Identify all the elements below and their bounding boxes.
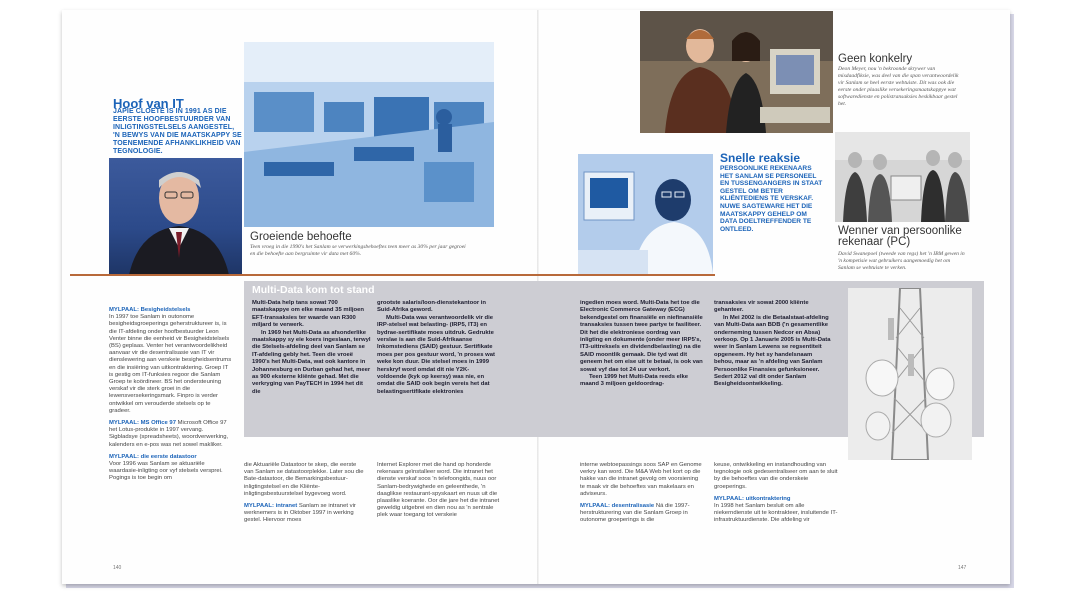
- konkelry-text: Deon Meyer, nou 'n bekroonde skrywer van misdaadfiksie, was deel van die span verantwoordelik vir Sanlam se heel eerste webtuiste. Dit was ook die eerste onder plaaslike versekeringsmaatskappye wat softwaredienste en polistransaksies beskikbaar gestel het.: [838, 66, 959, 107]
- multidata-col4b: In Mei 2002 is die Betaalstaat-afdeling van Multi-Data aan BDB ('n gesamentlike onderneming tussen Nedcor en Absa) verkoop. Op 1 Januarie 2005 is Multi-Data weer in Sanlam Lewens se regsentiteit opgeneem. Hy het sy handelsnaam behou, maar as 'n afdeling van Sanlam Persoonlike Finansies gefunksioneer. Sedert 2012 val dit onder Sanlam Besigheidsontwikkeling.: [714, 314, 831, 388]
- multidata-col1b: In 1969 het Multi-Data as afsonderlike maatskappy sy eie koers ingeslaan, terwyl die Stelsels-afdeling deel van Sanlam se IT-afdeling gebly het. Teen die vroeë 1990's het Multi-Data, wat ook kantore in Johannesburg en Durban gehad het, meer as 900 eksterne kliënte gehad. Met die verkryging van PayTECH in 1994 het dit die: [252, 329, 371, 395]
- wenner-text: David Swanepoel (tweede van regs) het 'n IBM gewen in 'n kompetisie wat gebruikers aangemoedig het om Sanlam se webtuiste te verken.: [838, 251, 965, 271]
- wenner-photo: [835, 132, 970, 222]
- computer-room-photo: [244, 42, 494, 227]
- bottom-c2b: Sanlam se intranet vir werknemers is in Oktober 1997 in werking gestel. Hiervoor moes: [244, 503, 356, 524]
- team-photo: [640, 11, 833, 133]
- m2-text: Microsoft Office 97 het Lotus-produkte in 1997 vervang. Sigbladsye (spreadsheets), woordverwerking, kalenders en e-pos was net sowel makliker.: [109, 420, 229, 448]
- bottom-c5a: keuse, ontwikkeling en instandhouding van tegnologie ook gedesentraliseer om aan te sluit by die behoeftes van die onderskeie groeperings.: [714, 462, 838, 490]
- bottom-c4-head: MYLPAAL: desentralisasie: [580, 503, 655, 510]
- bottom-col5: [714, 462, 838, 525]
- m2-head: MYLPAAL: MS Office 97: [109, 420, 176, 427]
- m3-head: MYLPAAL: die eerste datastoor: [109, 453, 197, 460]
- snelle-photo: [578, 154, 713, 274]
- multidata-col2b: Multi-Data was verantwoordelik vir die IRP-stelsel wat belasting- (IRP5, IT3) en bydrae-sertifikate moes uitdruk. Gedrukte verslae is aan die Suid-Afrikaanse Inkomstediens (SAID) gestuur. Sertifikate moes per pos gestuur word, 'n proses wat weke kon duur. Die stelsel moes in 1999 herskryf word omdat dit nie Y2K-voldoende (kyk op keersy) was nie, en omdat die SAID ook begin vereis het dat belastingsertifikate elektronies: [377, 314, 495, 395]
- m1-text: In 1997 toe Sanlam in outonome besigheidsgroeperings geherstruktureer is, is die IT-afdeling onder hoofbestuurder Leon Venter binne die eenheid vir Besigheidstelsels (BS) geplaas. Venter het verantwoordelikheid aanvaar vir die desentralisasie van IT vir dienslewering aan verskeie besigheidsentrums en die insiëring van uitkontraktering. Groep IT is gestig om IT-funksies regoor die Sanlam Groep te koördineer. BS het ondersteuning verskaf vir die sterk groei in die lewensversekeringsmark. Finpro is verder ontwikkel om verouderde stelsels op te gradeer.: [109, 314, 232, 414]
- groeiende-title: Groeiende behoefte: [250, 231, 352, 243]
- bottom-c2-head: MYLPAAL: intranet: [244, 503, 298, 510]
- bottom-c2a: die Aktuariële Datastoor te skep, die eerste van Sanlam se datastoorplekke. Later sou die Bate-datastoor, die Bemarkingsbestuur-inligtingstelsel en die Kliënte-inligtingsbestuurstelsel bygevoeg word.: [244, 462, 364, 497]
- section-rule: [70, 274, 715, 276]
- tower-photo: [848, 288, 972, 460]
- multidata-col3b: Teen 1999 het Multi-Data reeds elke maand 3 miljoen geldoordrag-: [580, 374, 689, 388]
- multidata-title: Multi-Data kom tot stand: [252, 284, 375, 296]
- multidata-col3a: ingedien moes word. Multi-Data het toe die Electronic Commerce Gateway (ECG) bekendgestel om finansiële en niefinansiële transaksies tussen twee partye te fasiliteer. Dit het die elektroniese oordrag van inligting en dokumente (onder meer IRP5's, IT3-uittreksels en dividendbelasting) na die SAID moontlik gemaak. Die tyd wat dit geneem het om eise uit te betaal, is ook van sowat vyf dae tot 24 uur verkort.: [580, 300, 703, 373]
- bottom-c4b: Ná die 1997-herstrukturering van die Sanlam Groep in outonome groeperings is die: [580, 503, 690, 524]
- multidata-col2: [377, 300, 497, 396]
- multidata-col4a: transaksies vir sowat 2000 kliënte gehanteer.: [714, 300, 809, 314]
- snelle-title: Snelle reaksie: [720, 151, 801, 165]
- snelle-text: PERSOONLIKE REKENAARS HET SANLAM SE PERSONEEL EN TUSSENGANGERS IN STAAT GESTEL OM BETER KLIËNTEDIENS TE VERSKAF. NUWE SAGTEWARE HET DIE MAATSKAPPY GEHELP OM DATA DOELTREFFENDER TE ONTLEED.: [720, 165, 823, 233]
- multidata-col3: [580, 300, 704, 389]
- bottom-c3: Internet Explorer met die hand op honderde rekenaars geïnstalleer word. Die intranet het dienste verskaf soos 'n telefoongids, nuus oor Sanlam-bedrywighede en geleenthede, 'n daaglikse restaurant-spyskaart en nuus uit die plaaslike koerante. Oor die jare het die intranet geweldig uitgebrei en dien nou as 'n sentrale plek waar toegang tot verskeie: [377, 462, 500, 519]
- multidata-col4: [714, 300, 832, 389]
- left-column: [109, 307, 232, 483]
- bottom-c5-head: MYLPAAL: uitkontraktering: [714, 495, 791, 502]
- hoof-text: JAPIE CLOETE IS IN 1991 AS DIE EERSTE HOOFBESTUURDER VAN INLIGTINGSTELSELS AANGESTEL, 'N BEWYS VAN DIE MAATSKAPPY SE TOENEMENDE AFHANKLIKHEID VAN TEGNOLOGIE.: [113, 108, 242, 155]
- m1-head: MYLPAAL: Besigheidstelsels: [109, 307, 191, 313]
- wenner-title: Wenner van persoonlike rekenaar (PC): [838, 225, 962, 248]
- bottom-col2: [244, 462, 367, 525]
- groeiende-text: Teen vroeg in die 1990's het Sanlam se verwerkingsbehoeftes teen meer as 30% per jaar gegroei en die behoefte aan bergruimte vir data met 60%.: [250, 244, 466, 257]
- bottom-col4: [580, 462, 704, 525]
- page-number-right: 147: [958, 565, 967, 571]
- bottom-col3: [377, 462, 500, 520]
- page-number-left: 140: [113, 565, 122, 571]
- bottom-c5b: In 1998 het Sanlam besluit om alle niekerndienste uit te kontrakteer, insluitende IT-infrastruktuurdienste. Die afdeling vir: [714, 503, 838, 524]
- multidata-col1: [252, 300, 372, 396]
- konkelry-title: Geen konkelry: [838, 53, 913, 65]
- m3-text: Voor 1996 was Sanlam se aktuariële waardasie-inligting oor vyf stelsels versprei. Pogings is toe begin om: [109, 461, 223, 482]
- bottom-c4a: interne webtoepassings soos SAP en Genome verkry kan word. Die M&A Web het kort op die hakke van die intranet gevolg om voorsiening te maak vir die behoeftes van makelaars en adviseurs.: [580, 462, 702, 497]
- hoof-title: Hoof van IT: [113, 96, 184, 111]
- multidata-col1a: Multi-Data help tans sowat 700 maatskappye om elke maand 35 miljoen EFT-transaksies ter waarde van R300 miljard te verwerk.: [252, 300, 364, 329]
- multidata-col2a: grootste salaris/loon-dienstekantoor in Suid-Afrika geword.: [377, 300, 486, 314]
- portrait-photo: [109, 158, 242, 275]
